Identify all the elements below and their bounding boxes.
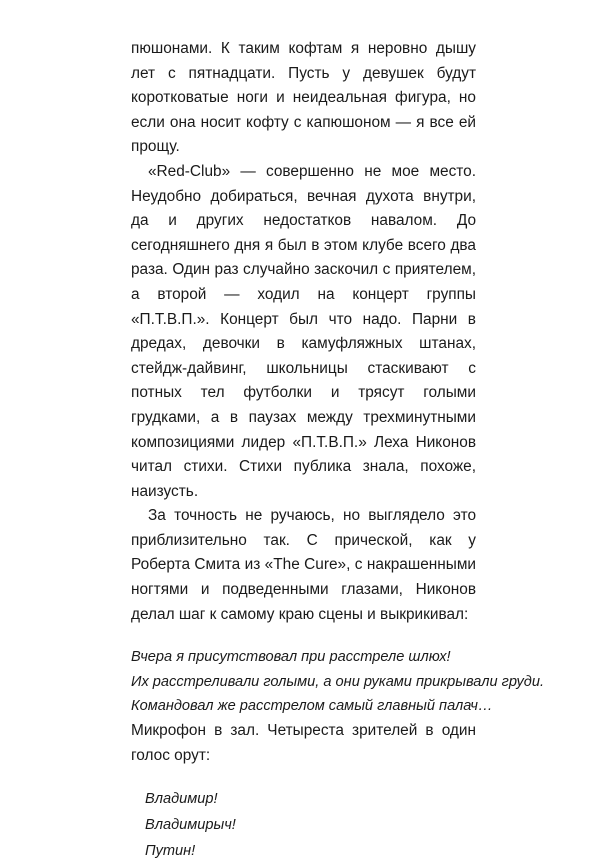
page-text [131, 37, 545, 864]
poem-line: Вчера я присутствовал при расстреле шлюх! [131, 649, 451, 666]
paragraph-microphone: Микрофон в зал. Четыреста зрителей в один голос орут: [131, 722, 476, 764]
chant-line: Путин! [145, 843, 196, 860]
poem-quote [131, 645, 545, 719]
chant-line: Владимир! [145, 791, 218, 808]
poem-line: Их расстреливали голыми, а они руками прикрывали груди. [131, 673, 545, 690]
paragraph-red-club: «Red-Club» — совершенно не мое место. Неудобно добираться, вечная духота внутри, да и других недостатков навалом. До сегодняшнего дня я был в этом клубе всего два раза. Один раз случайно заскочил с приятелем, а второй — ходил на концерт группы «П.Т.В.П.». Концерт был что надо. Парни в дредах, девочки в камуфляжных штанах, стейдж-дайвинг, школьницы стаскивают с потных тел футболки и трясут голыми грудками, а в паузах между трехминутными композициями лидер «П.Т.В.П.» Леха Никонов читал стихи. Стихи публика знала, похоже, наизусть. [131, 162, 476, 500]
crowd-chant [131, 786, 476, 864]
paragraph-continued: пюшонами. К таким кофтам я неровно дышу лет с пятнадцати. Пусть у девушек будут коротковатые ноги и неидеальная фигура, но если она носит кофту с капюшоном — я все ей прощу. [131, 40, 476, 156]
chant-line: Владимирыч! [145, 817, 236, 834]
paragraph-description: За точность не ручаюсь, но выглядело это приблизительно так. С прической, как у Роберта Смита из «The Cure», с накрашенными ногтями и подведенными глазами, Никонов делал шаг к самому краю сцены и выкрикивал: [131, 507, 476, 623]
poem-line: Командовал же расстрелом самый главный палач… [131, 698, 493, 715]
